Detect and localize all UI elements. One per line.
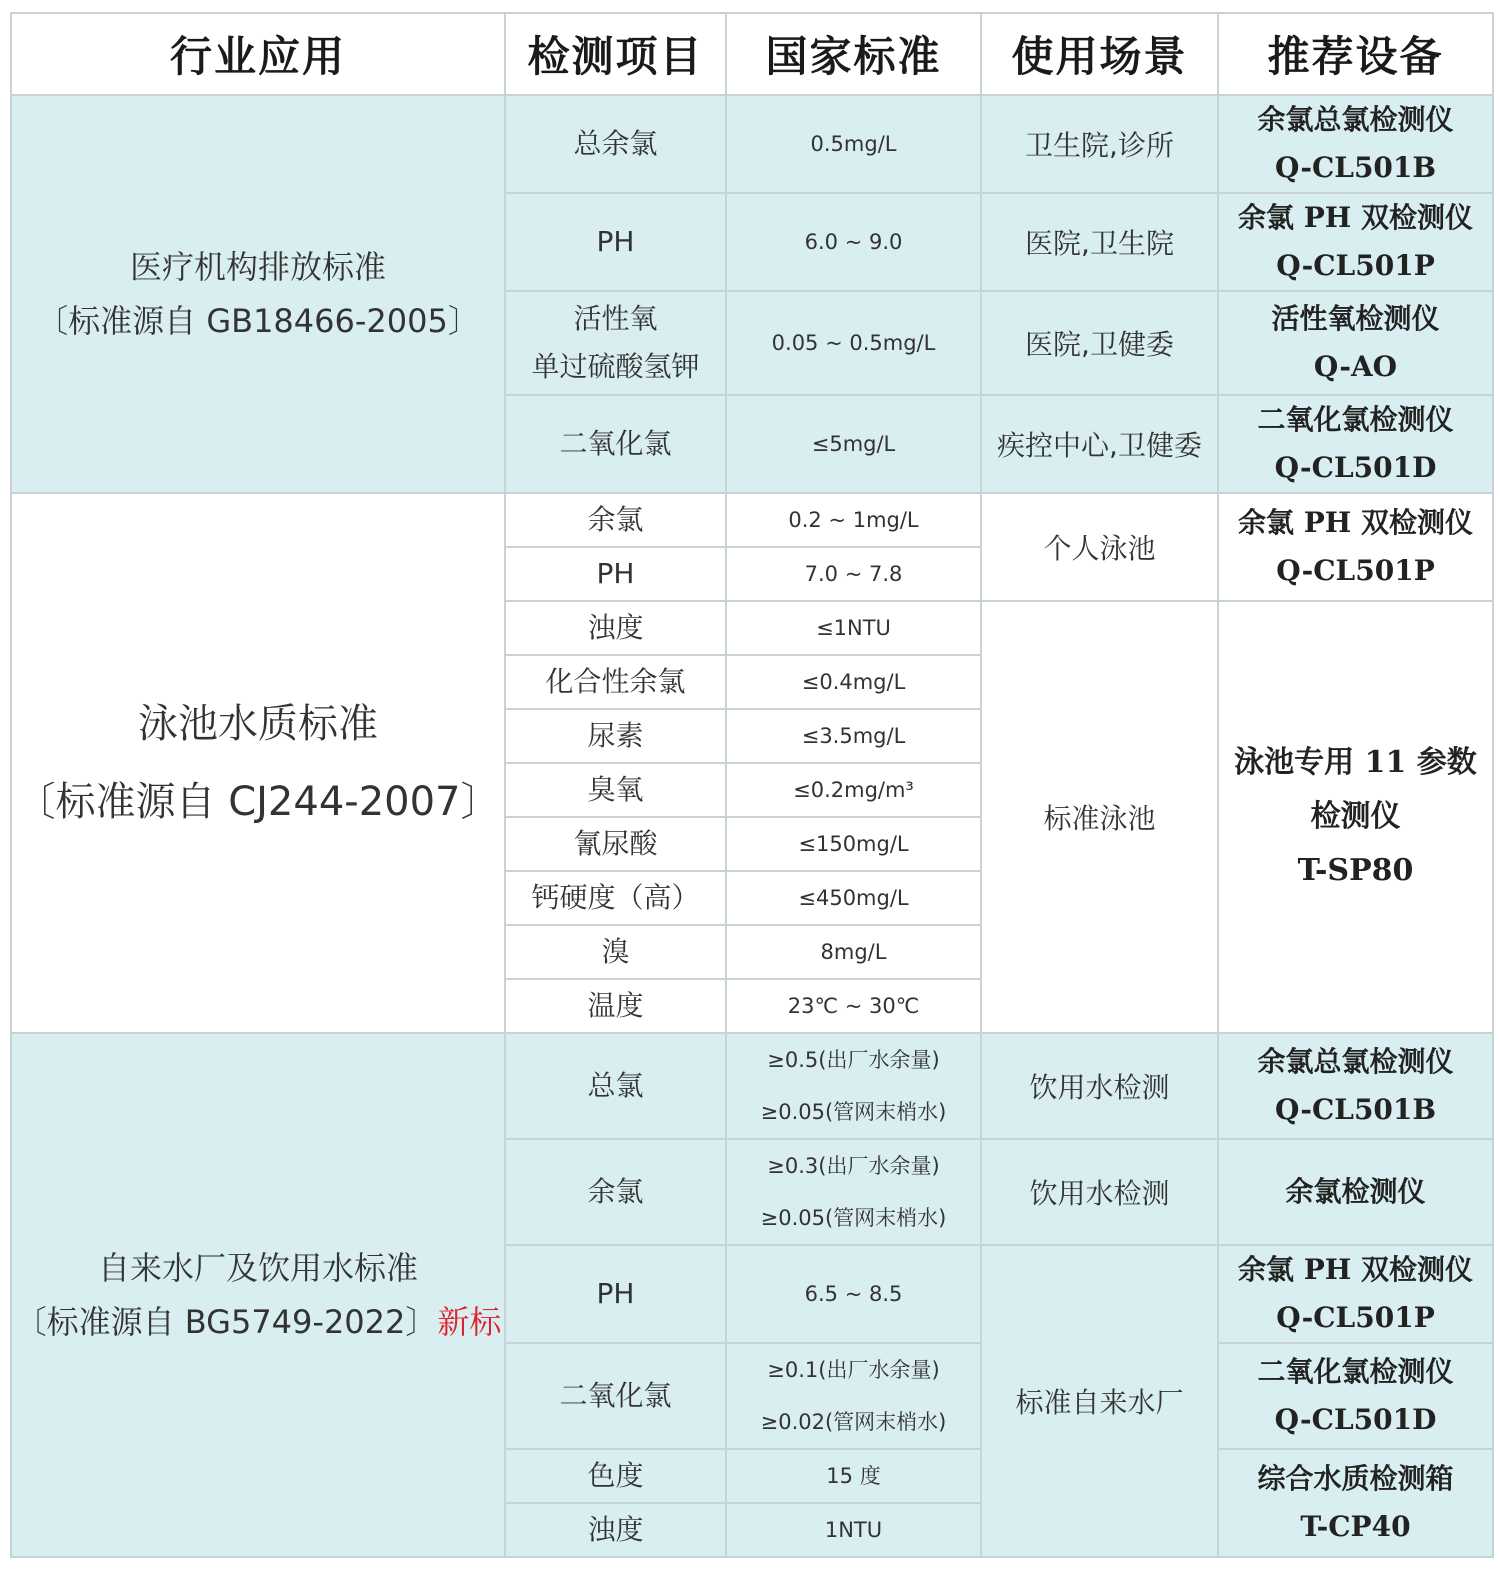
industry-source: 〔标准源自 BG5749-2022〕 (14, 1303, 438, 1341)
item-cell: 钙硬度（高） (505, 871, 726, 925)
item-cell: 尿素 (505, 709, 726, 763)
standard-text: 0.05 ~ 0.5mg/L (771, 331, 936, 355)
device-name: 二氧化氯检测仪 (1257, 403, 1454, 436)
item-cell: 浊度 (505, 601, 726, 655)
device-cell (1218, 395, 1493, 493)
table-row (11, 1033, 1493, 1139)
item-cell (505, 95, 726, 193)
device-name: 检测仪 (1310, 799, 1401, 834)
item-cell (505, 395, 726, 493)
header-standard: 国家标准 (726, 13, 981, 95)
industry-name: 泳池水质标准 (138, 701, 378, 747)
item-cell: PH (505, 1245, 726, 1343)
standard-text: 6.5 ~ 8.5 (804, 1282, 903, 1306)
scene-cell: 个人泳池 (981, 493, 1218, 601)
device-name: 二氧化氯检测仪 (1257, 1355, 1454, 1388)
standard-text: ≥0.1(出厂水余量) (767, 1358, 940, 1382)
device-name: 余氯总氯检测仪 (1257, 1045, 1454, 1078)
item-cell (505, 193, 726, 291)
industry-name: 自来水厂及饮用水标准 (97, 1249, 418, 1287)
standard-cell: 15 度 (726, 1449, 981, 1503)
device-name: 活性氧检测仪 (1271, 302, 1440, 335)
standard-cell (726, 1343, 981, 1449)
standard-cell: ≤0.4mg/L (726, 655, 981, 709)
standard-cell (726, 291, 981, 395)
device-model: Q-AO (1313, 350, 1398, 383)
industry-source: 〔标准源自 GB18466-2005〕 (36, 302, 480, 340)
header-item: 检测项目 (505, 13, 726, 95)
item-cell: PH (505, 547, 726, 601)
industry-name: 医疗机构排放标准 (129, 248, 386, 286)
device-name: 余氯 PH 双检测仪 (1237, 506, 1473, 539)
device-cell (1218, 95, 1493, 193)
item-cell: 温度 (505, 979, 726, 1033)
standard-text: ≥0.3(出厂水余量) (767, 1154, 940, 1178)
device-model: Q-CL501D (1274, 1403, 1437, 1436)
standard-text: 6.0 ~ 9.0 (804, 230, 903, 254)
standard-cell: ≤450mg/L (726, 871, 981, 925)
device-cell (1218, 193, 1493, 291)
device-model: Q-CL501B (1274, 151, 1437, 184)
standard-text: ≥0.05(管网末梢水) (760, 1206, 947, 1230)
standard-text: 0.5mg/L (810, 132, 897, 156)
device-cell (1218, 1139, 1493, 1245)
item-cell: 臭氧 (505, 763, 726, 817)
item-text: 总余氯 (573, 127, 658, 160)
device-model: Q-CL501P (1276, 249, 1435, 282)
device-name: 余氯 PH 双检测仪 (1237, 1253, 1473, 1286)
table-row (11, 493, 1493, 547)
header-row (11, 13, 1493, 95)
industry-cell-medical (11, 95, 505, 493)
header-industry: 行业应用 (11, 13, 505, 95)
standard-cell: 23℃ ~ 30℃ (726, 979, 981, 1033)
industry-source-line (12, 1295, 504, 1349)
device-name: 余氯总氯检测仪 (1257, 103, 1454, 136)
item-cell (505, 291, 726, 395)
header-device: 推荐设备 (1218, 13, 1493, 95)
item-text: PH (596, 225, 635, 258)
scene-cell: 标准自来水厂 (981, 1245, 1218, 1557)
standard-cell (726, 95, 981, 193)
scene-cell: 饮用水检测 (981, 1139, 1218, 1245)
standard-cell: 1NTU (726, 1503, 981, 1557)
standard-cell: ≤1NTU (726, 601, 981, 655)
device-name: 余氯检测仪 (1285, 1175, 1426, 1208)
scene-cell: 医院,卫生院 (981, 193, 1218, 291)
scene-cell: 医院,卫健委 (981, 291, 1218, 395)
device-cell (1218, 493, 1493, 601)
industry-cell-water (11, 1033, 505, 1557)
device-name: 综合水质检测箱 (1257, 1462, 1454, 1495)
item-cell: 总氯 (505, 1033, 726, 1139)
industry-source: 〔标准源自 CJ244-2007〕 (15, 779, 501, 825)
standard-cell: 7.0 ~ 7.8 (726, 547, 981, 601)
industry-cell-pool (11, 493, 505, 1033)
item-cell: 溴 (505, 925, 726, 979)
item-cell: 色度 (505, 1449, 726, 1503)
standards-table (10, 12, 1494, 1558)
device-cell (1218, 1449, 1493, 1557)
device-cell (1218, 601, 1493, 1033)
table-row (11, 95, 1493, 193)
device-cell (1218, 1033, 1493, 1139)
header-scene: 使用场景 (981, 13, 1218, 95)
scene-cell: 疾控中心,卫健委 (981, 395, 1218, 493)
device-model: Q-CL501D (1274, 451, 1437, 484)
device-name: 余氯 PH 双检测仪 (1237, 201, 1473, 234)
standard-cell (726, 1245, 981, 1343)
device-model: T-SP80 (1297, 853, 1414, 888)
device-cell (1218, 291, 1493, 395)
device-model: Q-CL501B (1274, 1093, 1437, 1126)
standard-cell (726, 1139, 981, 1245)
new-standard-tag: 新标 (437, 1303, 502, 1341)
device-model: T-CP40 (1300, 1510, 1411, 1543)
standard-cell (726, 193, 981, 291)
item-cell: 二氧化氯 (505, 1343, 726, 1449)
item-text: 单过硫酸氢钾 (531, 350, 700, 383)
item-text: 二氧化氯 (559, 427, 672, 460)
standard-text: ≤5mg/L (811, 432, 896, 456)
standard-cell (726, 395, 981, 493)
standard-cell: 8mg/L (726, 925, 981, 979)
standard-cell: ≤3.5mg/L (726, 709, 981, 763)
scene-cell: 饮用水检测 (981, 1033, 1218, 1139)
standard-cell: ≤150mg/L (726, 817, 981, 871)
scene-cell: 标准泳池 (981, 601, 1218, 1033)
scene-cell: 卫生院,诊所 (981, 95, 1218, 193)
standard-text: ≥0.5(出厂水余量) (767, 1048, 940, 1072)
device-cell (1218, 1245, 1493, 1343)
device-name: 泳池专用 11 参数 (1234, 745, 1477, 780)
item-cell: 浊度 (505, 1503, 726, 1557)
item-cell: 余氯 (505, 493, 726, 547)
standard-cell: ≤0.2mg/m³ (726, 763, 981, 817)
device-model: Q-CL501P (1276, 554, 1435, 587)
item-cell: 氰尿酸 (505, 817, 726, 871)
standard-text: ≥0.05(管网末梢水) (760, 1100, 947, 1124)
item-text: 活性氧 (573, 302, 658, 335)
standard-cell (726, 1033, 981, 1139)
device-cell (1218, 1343, 1493, 1449)
device-model: Q-CL501P (1276, 1301, 1435, 1334)
item-cell: 化合性余氯 (505, 655, 726, 709)
standard-text: ≥0.02(管网末梢水) (760, 1410, 947, 1434)
standard-cell: 0.2 ~ 1mg/L (726, 493, 981, 547)
item-cell: 余氯 (505, 1139, 726, 1245)
